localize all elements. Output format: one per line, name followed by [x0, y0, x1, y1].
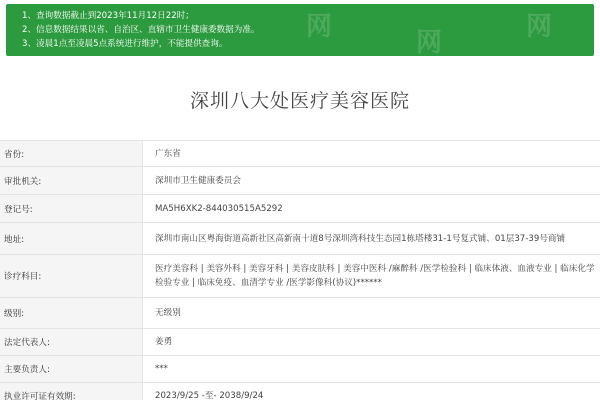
field-value: 深圳市南山区粤海街道高新社区高新南十道8号深圳湾科技生态园1栋塔楼31-1号复式铺、01层37-39号商铺: [155, 233, 566, 244]
field-value: 无级别: [155, 308, 181, 318]
field-label: 审批机关:: [4, 176, 42, 187]
field-value: 广东省: [155, 148, 181, 159]
field-label-cell: [0, 383, 143, 400]
notice-banner: [6, 4, 594, 56]
info-table: [0, 140, 600, 400]
field-value: 姜勇: [155, 337, 173, 347]
field-label: 省份:: [4, 149, 25, 160]
info-row-license-validity: [0, 383, 600, 400]
page-title: 深圳八大处医疗美容医院: [189, 90, 410, 112]
notice-line: 1、查询数据截止到2023年11月12日22时；: [22, 11, 194, 21]
info-row-approval-authority: [0, 167, 600, 195]
field-label-cell: [0, 298, 143, 328]
field-label-cell: [0, 329, 143, 355]
field-value: MA5H6XK2-844030515A5292: [155, 203, 283, 214]
field-label-cell: [0, 356, 143, 382]
info-row-registration-number: [0, 195, 600, 223]
field-value: 深圳市卫生健康委员会: [155, 175, 241, 186]
field-label: 诊疗科目:: [4, 272, 42, 282]
watermark: 网: [306, 12, 333, 42]
watermark: 网: [416, 28, 443, 56]
info-row-principal: [0, 356, 600, 383]
field-value: 医疗美容科 | 美容外科 | 美容牙科 | 美容皮肤科 | 美容中医科 /麻醉科 /医学检验科 | 临床体液、血液专业 | 临床化学检验专业 | 临床免疫、血清学专业 /医学影像科(协议)******: [155, 264, 595, 288]
field-label-cell: [0, 223, 143, 254]
notice-line: 3、凌晨1点至凌晨5点系统进行维护，不能提供查询。: [22, 39, 228, 49]
field-label-cell: [0, 255, 143, 297]
watermark: 网: [526, 12, 553, 42]
info-row-level: [0, 298, 600, 329]
field-label: 执业许可证有效期:: [4, 392, 76, 400]
info-row-address: [0, 223, 600, 255]
info-row-province: [0, 141, 600, 167]
info-row-legal-representative: [0, 329, 600, 356]
field-label-cell: [0, 141, 143, 166]
field-label: 法定代表人:: [4, 338, 50, 348]
field-label: 地址:: [4, 234, 25, 245]
field-label-cell: [0, 195, 143, 222]
field-value: ***: [155, 364, 168, 374]
field-label: 级别:: [4, 309, 25, 319]
notice-line: 2、信息数据结果以省、自治区、直辖市卫生健康委数据为准。: [22, 25, 260, 35]
field-label-cell: [0, 167, 143, 194]
info-row-departments: [0, 255, 600, 298]
field-label: 登记号:: [4, 204, 33, 215]
field-label: 主要负责人:: [4, 365, 50, 375]
title-area: [0, 56, 600, 140]
field-value: 2023/9/25 -至- 2038/9/24: [155, 391, 264, 400]
